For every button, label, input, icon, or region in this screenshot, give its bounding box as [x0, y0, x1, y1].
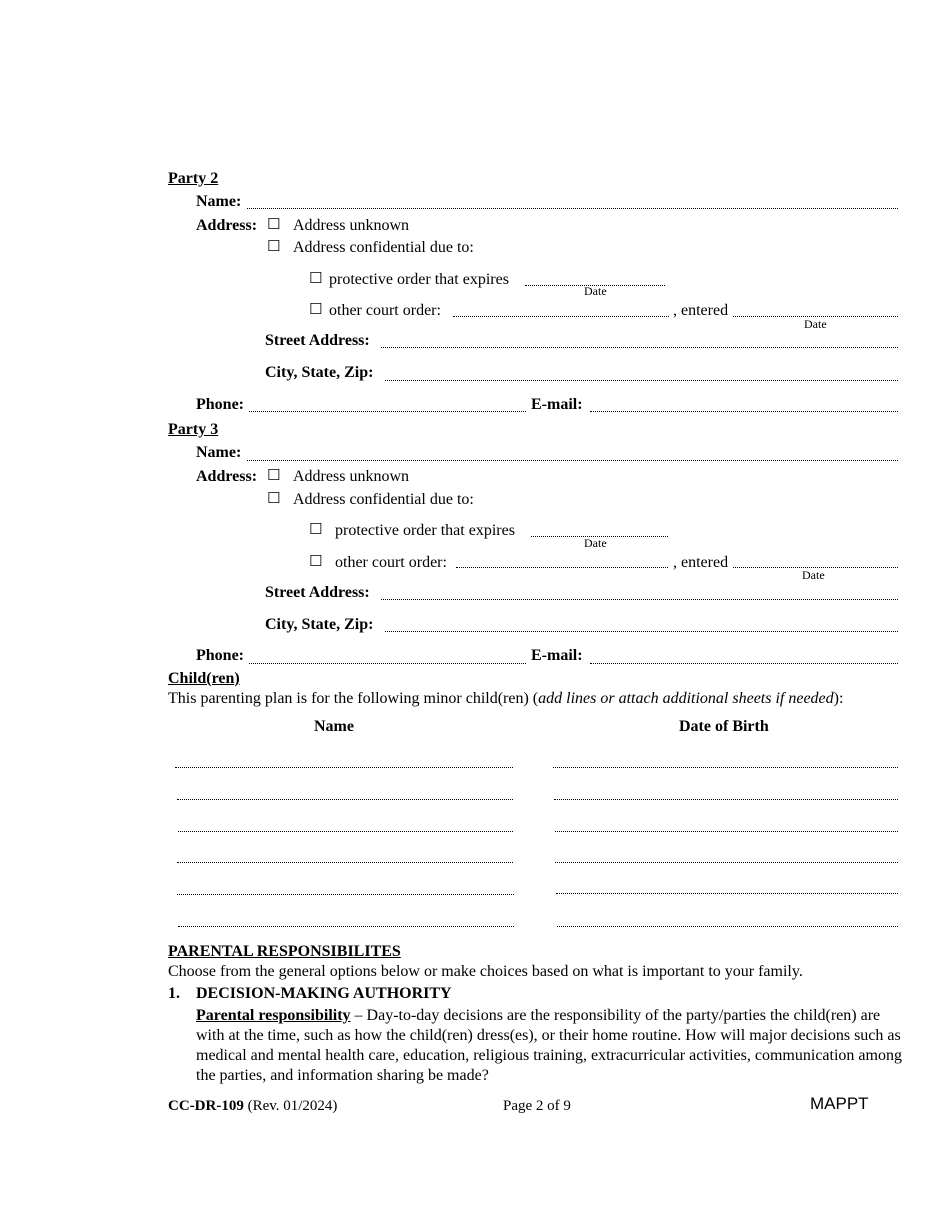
- children-intro-start: This parenting plan is for the following minor child(ren) (: [168, 690, 539, 707]
- party2-entered-label: , entered: [673, 302, 729, 319]
- section-number: 1.: [168, 985, 180, 1002]
- party2-street-label: Street Address:: [265, 332, 370, 349]
- party2-phone-label: Phone:: [196, 396, 244, 413]
- party3-name-field[interactable]: [247, 460, 898, 461]
- party2-confidential-checkbox[interactable]: ☐: [267, 237, 281, 255]
- party2-heading: Party 2: [168, 170, 219, 187]
- party3-address-label: Address:: [196, 468, 258, 485]
- party2-confidential-label: Address confidential due to:: [293, 239, 474, 256]
- party3-entered-date-caption: Date: [802, 568, 825, 582]
- party2-other-order-field[interactable]: [453, 316, 669, 317]
- party3-unknown-label: Address unknown: [293, 468, 409, 485]
- decision-making-paragraph: [196, 1006, 906, 1086]
- child-name-field[interactable]: [177, 894, 514, 895]
- party2-phone-field[interactable]: [249, 411, 526, 412]
- party2-city-label: City, State, Zip:: [265, 364, 374, 381]
- party2-other-order-checkbox[interactable]: ☐: [309, 300, 323, 318]
- party3-name-label: Name:: [196, 444, 242, 461]
- footer-short-code: MAPPT: [810, 1094, 869, 1113]
- footer-page-number: Page 2 of 9: [503, 1098, 571, 1114]
- child-name-field[interactable]: [175, 767, 513, 768]
- party3-other-order-field[interactable]: [456, 567, 668, 568]
- child-name-field[interactable]: [177, 799, 513, 800]
- party2-street-field[interactable]: [381, 347, 898, 348]
- party3-other-order-label: other court order:: [335, 554, 447, 571]
- party3-protective-date-caption: Date: [584, 536, 607, 550]
- party2-email-field[interactable]: [590, 411, 898, 412]
- footer-revision: (Rev. 01/2024): [243, 1098, 338, 1114]
- child-dob-field[interactable]: [554, 799, 898, 800]
- party2-city-field[interactable]: [385, 380, 898, 381]
- responsibilities-heading: PARENTAL RESPONSIBILITES: [168, 943, 401, 960]
- parental-responsibility-term: Parental responsibility: [196, 1007, 351, 1024]
- child-name-field[interactable]: [177, 862, 513, 863]
- children-name-column-header: Name: [314, 718, 354, 735]
- children-intro: [168, 689, 843, 708]
- party3-street-label: Street Address:: [265, 584, 370, 601]
- children-heading: Child(ren): [168, 670, 240, 687]
- children-intro-end: ):: [833, 690, 844, 707]
- party2-unknown-label: Address unknown: [293, 217, 409, 234]
- party3-protective-checkbox[interactable]: ☐: [309, 520, 323, 538]
- party3-city-field[interactable]: [385, 631, 898, 632]
- party3-heading: Party 3: [168, 421, 219, 438]
- section-title: DECISION-MAKING AUTHORITY: [196, 985, 452, 1002]
- child-dob-field[interactable]: [555, 831, 898, 832]
- party3-city-label: City, State, Zip:: [265, 616, 374, 633]
- party3-confidential-checkbox[interactable]: ☐: [267, 489, 281, 507]
- children-dob-column-header: Date of Birth: [679, 718, 769, 735]
- party2-other-order-label: other court order:: [329, 302, 441, 319]
- party3-email-field[interactable]: [590, 663, 898, 664]
- child-dob-field[interactable]: [557, 926, 898, 927]
- child-dob-field[interactable]: [555, 862, 898, 863]
- party2-entered-date-caption: Date: [804, 317, 827, 331]
- children-intro-italic: add lines or attach additional sheets if needed: [538, 690, 834, 707]
- party2-name-field[interactable]: [247, 208, 898, 209]
- party3-phone-label: Phone:: [196, 647, 244, 664]
- party2-protective-date-caption: Date: [584, 284, 607, 298]
- party3-email-label: E-mail:: [531, 647, 583, 664]
- party3-street-field[interactable]: [381, 599, 898, 600]
- party3-other-order-checkbox[interactable]: ☐: [309, 552, 323, 570]
- party2-unknown-checkbox[interactable]: ☐: [267, 215, 281, 233]
- decision-making-body: – Day-to-day decisions are the responsibility of the party/parties the child(ren) are with at the time, such as how the child(ren) dress(es), or their home routine. How will major decisions such as medical and mental health care, education, religious training, extracurricular activities, communication among the parties, and information sharing be made?: [196, 1007, 902, 1084]
- footer-form-id: [168, 1097, 337, 1115]
- party3-protective-label: protective order that expires: [335, 522, 515, 539]
- child-name-field[interactable]: [178, 926, 514, 927]
- child-name-field[interactable]: [178, 831, 513, 832]
- responsibilities-intro: Choose from the general options below or make choices based on what is important to your family.: [168, 963, 803, 980]
- party2-protective-label: protective order that expires: [329, 271, 509, 288]
- party3-unknown-checkbox[interactable]: ☐: [267, 466, 281, 484]
- footer-form-code: CC-DR-109: [168, 1098, 244, 1114]
- party3-entered-label: , entered: [673, 554, 729, 571]
- party2-protective-checkbox[interactable]: ☐: [309, 269, 323, 287]
- party3-phone-field[interactable]: [249, 663, 526, 664]
- party2-name-label: Name:: [196, 193, 242, 210]
- child-dob-field[interactable]: [553, 767, 898, 768]
- child-dob-field[interactable]: [556, 893, 898, 894]
- party2-email-label: E-mail:: [531, 396, 583, 413]
- party2-address-label: Address:: [196, 217, 258, 234]
- party3-confidential-label: Address confidential due to:: [293, 491, 474, 508]
